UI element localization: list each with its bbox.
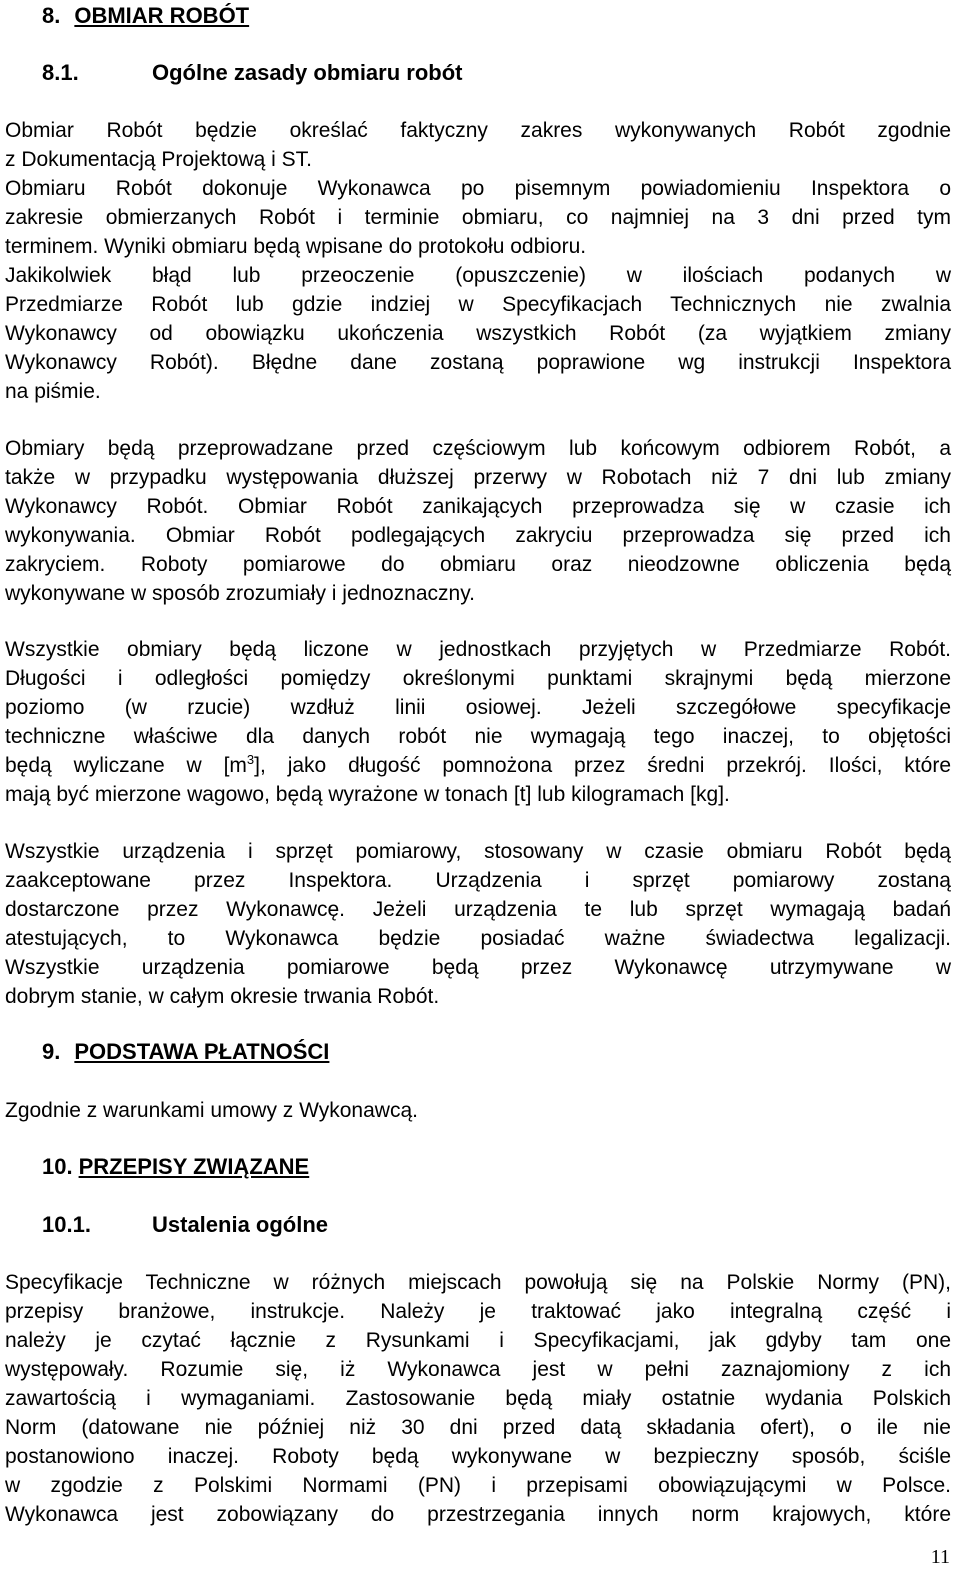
text-line: z Dokumentacją Projektową i ST. — [5, 148, 312, 171]
section-title: PRZEPISY ZWIĄZANE — [78, 1154, 310, 1179]
section-title: PODSTAWA PŁATNOŚCI — [74, 1039, 330, 1064]
text-line: Długości i odległości pomiędzy określonymi punktami skrajnymi będą mierzone — [5, 667, 951, 690]
text-line: postanowiono inaczej. Roboty będą wykonywane w bezpieczny sposób, ściśle — [5, 1445, 951, 1468]
text-line: mają być mierzone wagowo, będą wyrażone w tonach [t] lub kilogramach [kg]. — [5, 783, 730, 806]
section-title: Ustalenia ogólne — [152, 1212, 329, 1237]
text-line: należy je czytać łącznie z Rysunkami i Specyfikacjami, jak gdyby tam one — [5, 1329, 951, 1352]
text-line: atestujących, to Wykonawca będzie posiadać ważne świadectwa legalizacji. — [5, 927, 951, 950]
text-line: Specyfikacje Techniczne w różnych miejscach powołują się na Polskie Normy (PN), — [5, 1271, 951, 1294]
section-title: Ogólne zasady obmiaru robót — [152, 60, 463, 85]
text-line: Norm (datowane nie później niż 30 dni przed datą składania ofert), o ile nie — [5, 1416, 951, 1439]
text-line: Wszystkie urządzenia i sprzęt pomiarowy, stosowany w czasie obmiaru Robót będą — [5, 840, 951, 863]
section-number: 10.1. — [42, 1212, 91, 1237]
text-line: techniczne właściwe dla danych robót nie wymagają tego inaczej, to objętości — [5, 725, 951, 748]
text-line: także w przypadku występowania dłuższej przerwy w Robotach niż 7 dni lub zmiany — [5, 466, 951, 489]
page-number: 11 — [930, 1546, 950, 1568]
text-line: Obmiar Robót będzie określać faktyczny zakres wykonywanych Robót zgodnie — [5, 119, 951, 142]
text-line: na piśmie. — [5, 380, 101, 403]
section-number: 10. — [42, 1154, 73, 1179]
text-line: przepisy branżowe, instrukcje. Należy je traktować jako integralną część i — [5, 1300, 951, 1323]
text-line: Wszystkie urządzenia pomiarowe będą przez Wykonawcę utrzymywane w — [5, 956, 951, 979]
section-10-heading — [42, 1153, 309, 1181]
paragraph-przepisy — [5, 1268, 951, 1529]
text-line: Jakikolwiek błąd lub przeoczenie (opuszczenie) w ilościach podanych w — [5, 264, 951, 287]
paragraph-obmiar-4 — [5, 837, 951, 1011]
text-line: wykonywania. Obmiar Robót podlegających zakryciu przeprowadza się przed ich — [5, 524, 951, 547]
text-line: Wykonawcy Robót. Obmiar Robót zanikających przeprowadza się w czasie ich — [5, 495, 951, 518]
text-segment: będą wyliczane w [m — [5, 754, 247, 777]
text-line: Przedmiarze Robót lub gdzie indziej w Specyfikacjach Technicznych nie zwalnia — [5, 293, 951, 316]
text-line: zakresie obmierzanych Robót i terminie obmiaru, co najmniej na 3 dni przed tym — [5, 206, 951, 229]
text-line: Wszystkie obmiary będą liczone w jednostkach przyjętych w Przedmiarze Robót. — [5, 638, 951, 661]
section-10-1-heading — [42, 1211, 328, 1239]
text-line: w zgodzie z Polskimi Normami (PN) i przepisami obowiązującymi w Polsce. — [5, 1474, 951, 1497]
section-number: 8.1. — [42, 60, 79, 85]
paragraph-obmiar-2 — [5, 434, 951, 608]
text-line: zaakceptowane przez Inspektora. Urządzenia i sprzęt pomiarowy zostaną — [5, 869, 951, 892]
text-line: dobrym stanie, w całym okresie trwania Robót. — [5, 985, 440, 1008]
section-number: 9. — [42, 1039, 61, 1064]
text-line: zawartością i wymaganiami. Zastosowanie będą miały ostatnie wydania Polskich — [5, 1387, 951, 1410]
section-9-heading — [42, 1038, 329, 1066]
paragraph-obmiar-1 — [5, 116, 951, 406]
text-segment: ], jako długość pomnożona przez średni przekrój. Ilości, które — [254, 754, 951, 777]
text-line: Wykonawcy Robót). Błędne dane zostaną poprawione wg instrukcji Inspektora — [5, 351, 951, 374]
text-line: Wykonawcy od obowiązku ukończenia wszystkich Robót (za wyjątkiem zmiany — [5, 322, 951, 345]
text-line: Obmiaru Robót dokonuje Wykonawca po pisemnym powiadomieniu Inspektora o — [5, 177, 951, 200]
text-line: zakryciem. Roboty pomiarowe do obmiaru oraz nieodzowne obliczenia będą — [5, 553, 951, 576]
text-line: dostarczone przez Wykonawcę. Jeżeli urządzenia te lub sprzęt wymagają badań — [5, 898, 951, 921]
text-line: Zgodnie z warunkami umowy z Wykonawcą. — [5, 1099, 418, 1122]
paragraph-obmiar-3 — [5, 635, 951, 809]
section-8-1-heading — [42, 59, 462, 87]
text-line: występowały. Rozumie się, iż Wykonawca jest w pełni zaznajomiony z ich — [5, 1358, 951, 1381]
text-line: poziomo (w rzucie) wzdłuż linii osiowej. Jeżeli szczegółowe specyfikacje — [5, 696, 951, 719]
text-line: Wykonawca jest zobowiązany do przestrzegania innych norm krajowych, które — [5, 1503, 951, 1526]
text-line: Obmiary będą przeprowadzane przed częściowym lub końcowym odbiorem Robót, a — [5, 437, 951, 460]
paragraph-platnosc — [5, 1096, 951, 1125]
section-title: OBMIAR ROBÓT — [74, 3, 250, 28]
section-8-heading — [42, 2, 249, 30]
text-line: wykonywane w sposób zrozumiały i jednoznaczny. — [5, 582, 475, 605]
text-line — [5, 751, 951, 780]
section-number: 8. — [42, 3, 61, 28]
superscript: 3 — [246, 752, 255, 767]
text-line: terminem. Wyniki obmiaru będą wpisane do protokołu odbioru. — [5, 235, 587, 258]
